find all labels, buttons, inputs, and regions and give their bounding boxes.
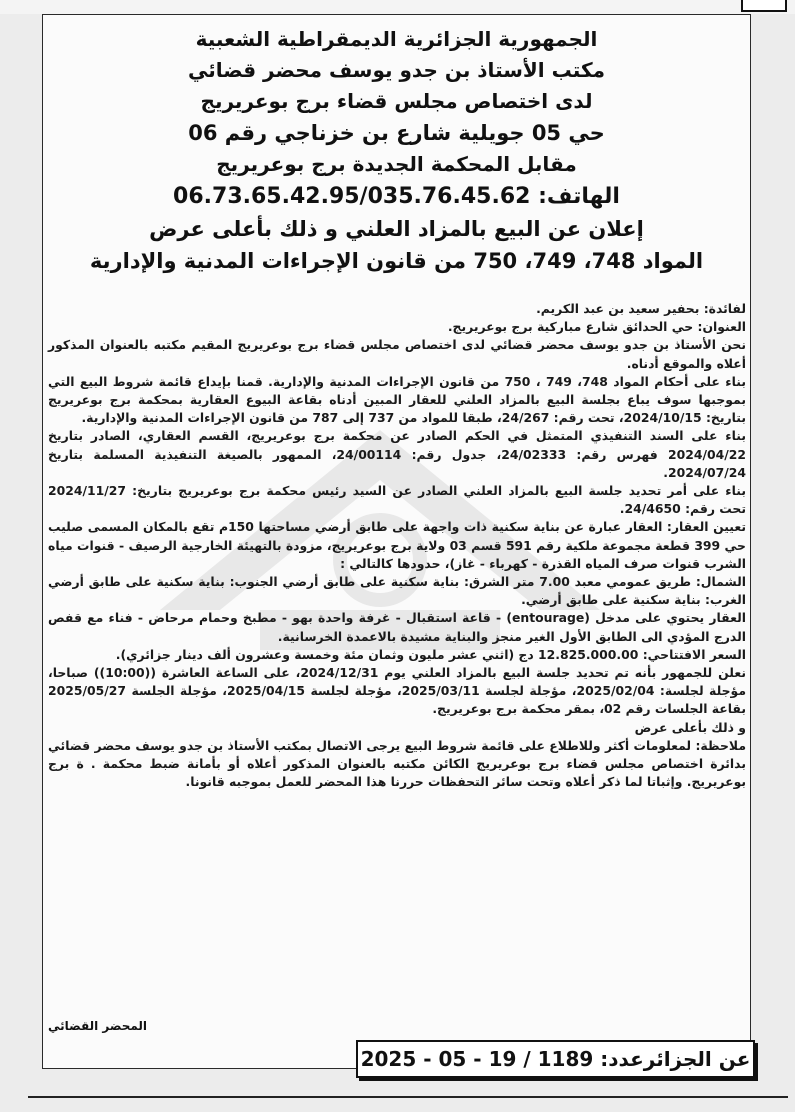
property-boundaries: الشمال: طريق عمومي معبد 7.00 متر الشرق: بناية سكنية على طابق أرضي الجنوب: بناية سكنية على طابق أرضي الغرب: بناية سكنية على طابق أرضي. bbox=[48, 574, 746, 608]
remark-paragraph: ملاحظة: لمعلومات أكثر وللاطلاع على قائمة شروط البيع يرجى الاتصال بمكتب الأستاذ بن جدو يوسف محضر قضائي بدائرة اختصاص مجلس قضاء برج بوعريريج الكائن مكتبه بالعنوان المذكور أعلاه أو بأمانة ضبط محكمة . ة برج بوعريريج. وإثباتا لما ذكر أعلاه وتحت سائر التحفظات حررنا هذا المحضر للعمل بموجبه قانونا. bbox=[48, 737, 746, 790]
auction-dates: نعلن للجمهور بأنه تم تحديد جلسة البيع بالمزاد العلني يوم 2024/12/31، على الساعة العاشرة ((10:00)) صباحا، مؤجلة لجلسة: 2025/02/04، مؤجلة لجلسة 2025/03/11، مؤجلة لجلسة 2025/04/15، مؤجلة الجلسة 2025/05/27 بقاعة الجلسات رقم 02، بمقر محكمة برج بوعريريج. bbox=[48, 665, 746, 717]
beneficiary: لفائدة: بحفير سعيد بن عبد الكريم. bbox=[536, 301, 746, 316]
highest-bid-note: و ذلك بأعلى عرض bbox=[634, 719, 746, 735]
next-clipping-border bbox=[28, 1096, 788, 1098]
legal-basis-paragraph: بناء على أحكام المواد 748، 749 ، 750 من قانون الإجراءات المدنية والإدارية. قمنا بإيداع قائمة شروط البيع التي بموجبها سوف يباع بجلسة البيع بالمزاد العلني للعقار المبين أدناه بقاعة البيوع العقارية بمحكمة برج بوعريريج بتاريخ: 2024/10/15، تحت رقم: 24/267، طبقا للمواد من 737 إلى 787 من قانون الإجراءات المدنية والإدارية. bbox=[48, 373, 746, 426]
property-contents: العقار يحتوي على مدخل (entourage) - قاعة استقبال - غرفة واحدة بهو - مطبخ وحمام مرحاض - فناء مع قفص الدرج المؤدي الى الطابق الأول الغير منجز والبناية مشيدة بالاعمدة الخرسانية. bbox=[48, 610, 746, 644]
bailiff-statement: نحن الأستاذ بن جدو يوسف محضر قضائي لدى اختصاص مجلس قضاء برج بوعريريج المقيم مكتبه بالعنوان المذكور أعلاه والموقع أدناه. bbox=[48, 337, 746, 371]
republic-title: الجمهورية الجزائرية الديمقراطية الشعبية bbox=[195, 27, 598, 51]
previous-clipping-fragment bbox=[0, 0, 795, 14]
office-name: مكتب الأستاذ بن جدو يوسف محضر قضائي bbox=[188, 58, 605, 82]
announcement-body bbox=[48, 300, 746, 791]
session-order-paragraph: بناء على أمر تحديد جلسة البيع بالمزاد العلني الصادر عن السيد رئيس محكمة برج بوعريريج بتاريخ: 2024/11/27 تحت رقم: 24/4650. bbox=[48, 483, 746, 517]
previous-clipping-box bbox=[741, 0, 787, 12]
property-description: تعيين العقار: العقار عبارة عن بناية سكنية ذات واجهة على طابق أرضي مساحتها 150م تقع بالمكان المسمى صليب حي 399 قطعة مجموعة ملكية رقم 591 قسم 03 ولاية برج بوعريريج، مزودة بالتهيئة الخارجية الرصيف - قنوات مياه الشرب قنوات صرف المياه القذرة - كهرباء - غاز)، حدودها كالتالي : bbox=[48, 519, 746, 571]
publication-source-box: عن الجزائرعدد: 1189 / 19 - 05 - 2025 bbox=[356, 1040, 755, 1078]
bailiff-signature: المحضر القضائي bbox=[48, 1019, 148, 1033]
announcement-header bbox=[48, 24, 745, 277]
signature-row bbox=[0, 1019, 795, 1037]
opening-price: السعر الافتتاحي: 12.825.000.00 دج (اثني عشر مليون وثمان مئة وخمسة وعشرون ألف دينار جزائري). bbox=[115, 646, 746, 662]
office-phone: الهاتف: 06.73.65.42.95/035.76.45.62 bbox=[173, 184, 620, 209]
office-jurisdiction: لدى اختصاص مجلس قضاء برج بوعريريج bbox=[200, 89, 593, 113]
announcement-title: إعلان عن البيع بالمزاد العلني و ذلك بأعلى عرض bbox=[149, 217, 644, 241]
legal-articles: المواد 748، 749، 750 من قانون الإجراءات المدنية والإدارية bbox=[89, 249, 704, 273]
office-landmark: مقابل المحكمة الجديدة برج بوعريريج bbox=[216, 152, 577, 176]
beneficiary-address: العنوان: حي الحدائق شارع مباركية برج بوعريريج. bbox=[447, 319, 746, 335]
office-address: حي 05 جويلية شارع بن خزناجي رقم 06 bbox=[188, 121, 605, 145]
enforcement-title-paragraph: بناء على السند التنفيذي المتمثل في الحكم الصادر عن محكمة برج بوعريريج، القسم العقاري، الصادر بتاريخ 2024/04/22 فهرس رقم: 24/02333، جدول رقم: 24/00114، الممهور بالصيغة التنفيذية المسلمة بتاريخ 2024/07/24. bbox=[48, 428, 746, 480]
